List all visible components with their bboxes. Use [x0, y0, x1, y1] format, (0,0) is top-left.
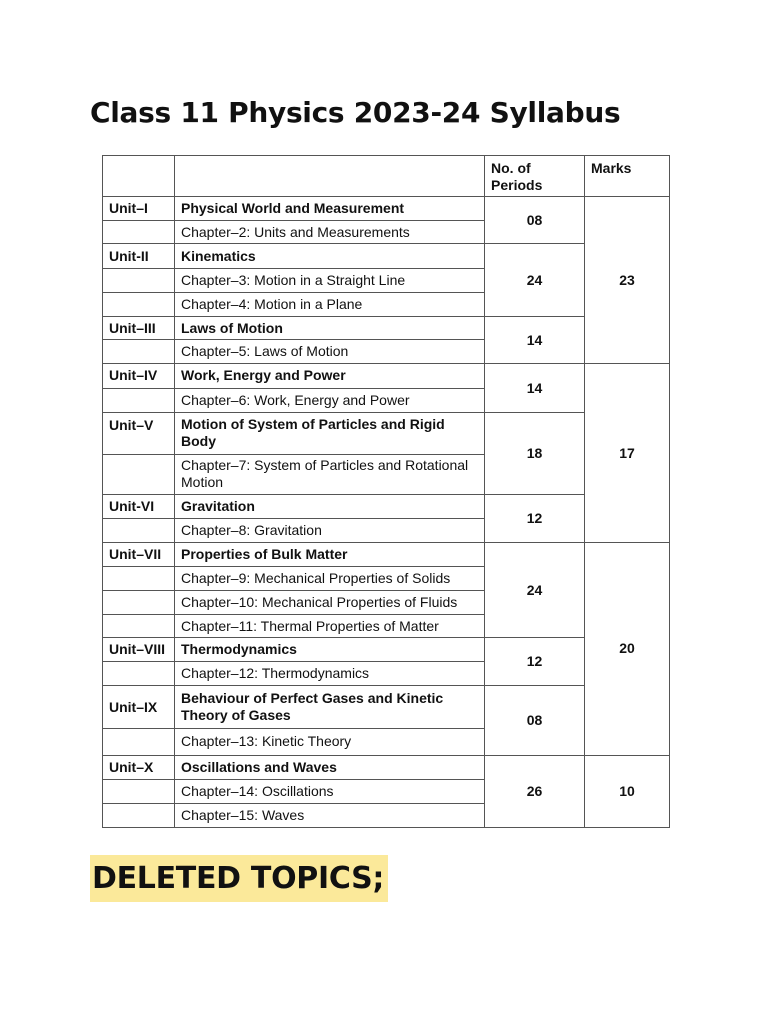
unit-cell	[103, 518, 175, 542]
unit-cell: Unit–IX	[103, 686, 175, 729]
chapter-title: Chapter–2: Units and Measurements	[175, 221, 485, 244]
table-row	[103, 197, 670, 221]
periods-cell: 08	[485, 686, 585, 755]
periods-cell: 14	[485, 364, 585, 412]
unit-title: Kinematics	[175, 244, 485, 269]
chapter-title: Chapter–8: Gravitation	[175, 518, 485, 542]
periods-cell: 24	[485, 244, 585, 317]
unit-cell	[103, 388, 175, 412]
marks-cell: 17	[585, 364, 670, 543]
table-row	[103, 494, 670, 518]
periods-cell: 24	[485, 542, 585, 637]
unit-cell	[103, 221, 175, 244]
unit-cell: Unit–I	[103, 197, 175, 221]
table-row	[103, 364, 670, 388]
unit-cell: Unit–VII	[103, 542, 175, 566]
unit-cell: Unit–III	[103, 317, 175, 340]
unit-title: Physical World and Measurement	[175, 197, 485, 221]
unit-cell	[103, 269, 175, 293]
syllabus-table-image	[102, 155, 669, 828]
chapter-title: Chapter–11: Thermal Properties of Matter	[175, 615, 485, 638]
marks-cell: 20	[585, 542, 670, 755]
chapter-title: Chapter–6: Work, Energy and Power	[175, 388, 485, 412]
unit-title: Behaviour of Perfect Gases and Kinetic Theory of Gases	[175, 686, 485, 729]
unit-title: Gravitation	[175, 494, 485, 518]
header-unit	[103, 156, 175, 197]
marks-cell: 10	[585, 755, 670, 827]
unit-cell	[103, 779, 175, 803]
unit-title: Laws of Motion	[175, 317, 485, 340]
table-row	[103, 755, 670, 779]
unit-cell: Unit–IV	[103, 364, 175, 388]
unit-cell	[103, 293, 175, 317]
chapter-title: Chapter–13: Kinetic Theory	[175, 729, 485, 755]
header-marks: Marks	[585, 156, 670, 197]
chapter-title: Chapter–10: Mechanical Properties of Fluids	[175, 591, 485, 615]
header-topic	[175, 156, 485, 197]
table-row	[103, 412, 670, 454]
unit-cell	[103, 340, 175, 364]
table-row	[103, 638, 670, 662]
table-row	[103, 317, 670, 340]
unit-title: Work, Energy and Power	[175, 364, 485, 388]
unit-cell: Unit-VI	[103, 494, 175, 518]
table-row	[103, 542, 670, 566]
header-periods: No. of Periods	[485, 156, 585, 197]
unit-title: Properties of Bulk Matter	[175, 542, 485, 566]
unit-cell	[103, 454, 175, 494]
table-row	[103, 244, 670, 269]
periods-cell: 14	[485, 317, 585, 364]
chapter-title: Chapter–12: Thermodynamics	[175, 662, 485, 686]
periods-cell: 12	[485, 638, 585, 686]
unit-cell	[103, 591, 175, 615]
periods-cell: 18	[485, 412, 585, 494]
unit-title: Oscillations and Waves	[175, 755, 485, 779]
page-title: Class 11 Physics 2023-24 Syllabus	[90, 96, 621, 129]
unit-title: Thermodynamics	[175, 638, 485, 662]
marks-cell: 23	[585, 197, 670, 364]
chapter-title: Chapter–5: Laws of Motion	[175, 340, 485, 364]
table-row	[103, 686, 670, 729]
deleted-topics-heading: DELETED TOPICS;	[90, 855, 388, 902]
chapter-title: Chapter–14: Oscillations	[175, 779, 485, 803]
unit-cell: Unit-II	[103, 244, 175, 269]
syllabus-table	[102, 155, 670, 828]
unit-cell	[103, 615, 175, 638]
periods-cell: 12	[485, 494, 585, 542]
table-header-row	[103, 156, 670, 197]
chapter-title: Chapter–3: Motion in a Straight Line	[175, 269, 485, 293]
unit-cell	[103, 662, 175, 686]
unit-cell: Unit–X	[103, 755, 175, 779]
chapter-title: Chapter–15: Waves	[175, 803, 485, 827]
unit-cell: Unit–VIII	[103, 638, 175, 662]
unit-cell	[103, 803, 175, 827]
periods-cell: 26	[485, 755, 585, 827]
periods-cell: 08	[485, 197, 585, 244]
chapter-title: Chapter–7: System of Particles and Rotational Motion	[175, 454, 485, 494]
chapter-title: Chapter–9: Mechanical Properties of Solids	[175, 567, 485, 591]
unit-cell	[103, 567, 175, 591]
chapter-title: Chapter–4: Motion in a Plane	[175, 293, 485, 317]
unit-cell: Unit–V	[103, 412, 175, 454]
unit-cell	[103, 729, 175, 755]
unit-title: Motion of System of Particles and Rigid Body	[175, 412, 485, 454]
